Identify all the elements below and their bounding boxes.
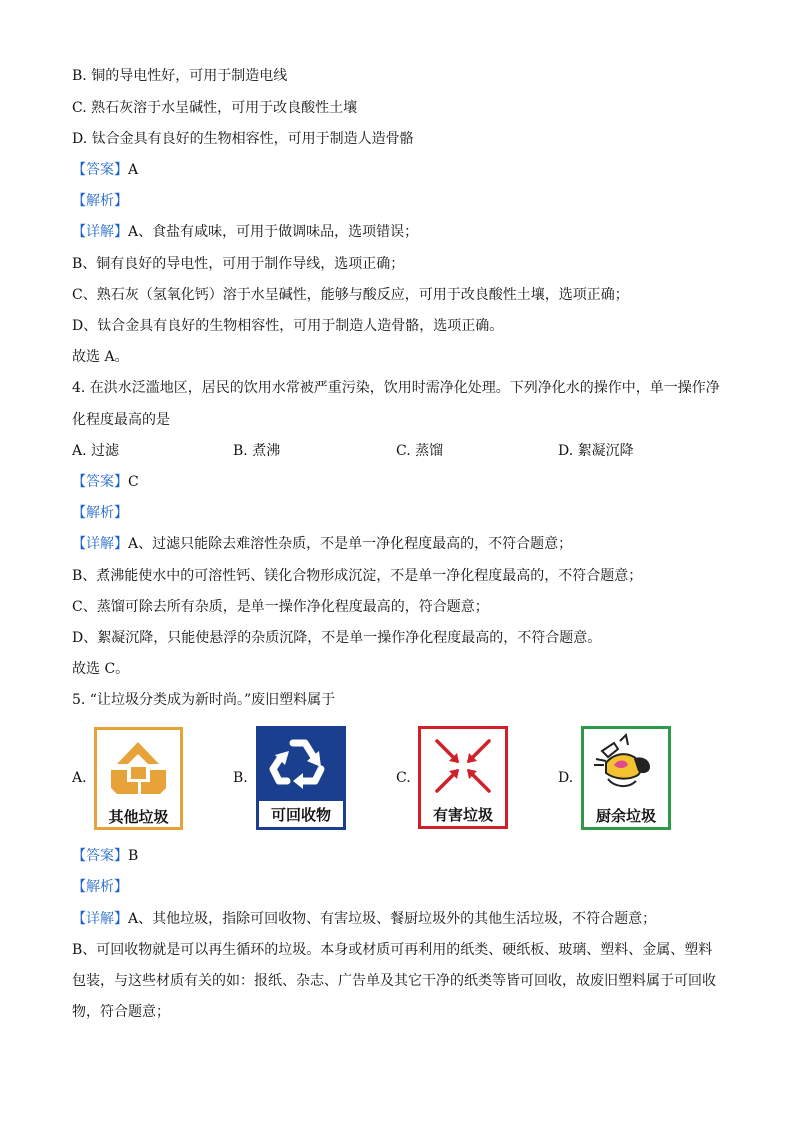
answer-tag: 【答案】 [72, 162, 128, 178]
q3-detail: 【详解】A、食盐有咸味，可用于做调味品，选项错误； [72, 224, 419, 240]
q3-detail-d: D、钛合金具有良好的生物相容性，可用于制造人造骨骼，选项正确。 [72, 318, 504, 334]
q4-detail-b: B、煮沸能使水中的可溶性钙、镁化合物形成沉淀，不是单一净化程度最高的，不符合题意； [72, 568, 643, 584]
q3-option-d: D. 钛合金具有良好的生物相容性，可用于制造人造骨骼 [72, 131, 414, 147]
other-waste-sign [94, 727, 183, 830]
q4-analysis-tag: 【解析】 [72, 505, 128, 521]
q3-analysis-tag: 【解析】 [72, 193, 128, 209]
q4-detail-c: C、蒸馏可除去所有杂质，是单一操作净化程度最高的，符合题意； [72, 599, 489, 615]
q4-stem-cont: 化程度最高的是 [72, 412, 170, 428]
detail-tag: 【详解】 [72, 224, 128, 240]
q4-option-a: A. 过滤 [72, 443, 120, 459]
recycle-panel [259, 729, 343, 801]
q3-answer [72, 160, 138, 180]
q3-option-c: C. 熟石灰溶于水呈碱性，可用于改良酸性土壤 [72, 100, 358, 116]
q4-answer: 【答案】C [72, 474, 139, 490]
kitchen-waste-icon [584, 729, 668, 801]
q5-analysis-tag: 【解析】 [72, 879, 128, 895]
q5-detail: 【详解】A、其他垃圾，指除可回收物、有害垃圾、餐厨垃圾外的其他生活垃圾，不符合题意； [72, 911, 657, 927]
q4-option-d: D. 絮凝沉降 [558, 443, 634, 459]
q4-option-b: B. 煮沸 [233, 443, 281, 459]
q5-option-a-label: A. [72, 770, 87, 786]
q3-detail-c: C、熟石灰（氢氧化钙）溶于水呈碱性，能够与酸反应，可用于改良酸性土壤，选项正确； [72, 287, 629, 303]
recyclable-sign [256, 726, 346, 830]
q4-detail: 【详解】A、过滤只能除去难溶性杂质，不是单一净化程度最高的，不符合题意； [72, 536, 573, 552]
q5-option-b-label: B. [233, 770, 248, 786]
kitchen-waste-sign [581, 726, 671, 830]
q3-detail-b: B、铜有良好的导电性，可用于制作导线，选项正确； [72, 256, 405, 272]
recyclable-caption: 可回收物 [270, 806, 331, 824]
q3-option-b: B. 铜的导电性好，可用于制造电线 [72, 68, 288, 84]
q4-option-c: C. 蒸馏 [396, 443, 444, 459]
q5-option-c-label: C. [396, 770, 411, 786]
hazardous-waste-caption: 有害垃圾 [432, 806, 493, 824]
q5-answer: 【答案】B [72, 848, 139, 864]
q5-detail-b: B、可回收物就是可以再生循环的垃圾。本身或材质可再利用的纸类、硬纸板、玻璃、塑料、金属、塑料 [72, 942, 713, 958]
kitchen-waste-caption: 厨余垃圾 [595, 807, 656, 825]
q5-stem: 5. “让垃圾分类成为新时尚。”废旧塑料属于 [72, 692, 336, 708]
q3-conclusion: 故选 A。 [72, 349, 129, 365]
hazardous-waste-icon [421, 731, 505, 801]
other-waste-caption: 其他垃圾 [108, 808, 169, 826]
q5-option-d-label: D. [558, 770, 574, 786]
q4-conclusion: 故选 C。 [72, 661, 130, 677]
q5-detail-b-cont2: 物，符合题意； [72, 1004, 170, 1020]
answer-value: A [128, 162, 139, 178]
q5-detail-b-cont: 包装，与这些材质有关的如：报纸、杂志、广告单及其它干净的纸类等皆可回收，故废旧塑料属于可回收 [72, 973, 716, 989]
q4-detail-d: D、絮凝沉降，只能使悬浮的杂质沉降，不是单一操作净化程度最高的，不符合题意。 [72, 630, 602, 646]
other-waste-icon [97, 734, 180, 804]
q4-stem: 4. 在洪水泛滥地区，居民的饮用水常被严重污染，饮用时需净化处理。下列净化水的操作中，单一操作净 [72, 380, 720, 396]
recycle-icon [259, 729, 343, 801]
hazardous-waste-sign [418, 726, 508, 829]
